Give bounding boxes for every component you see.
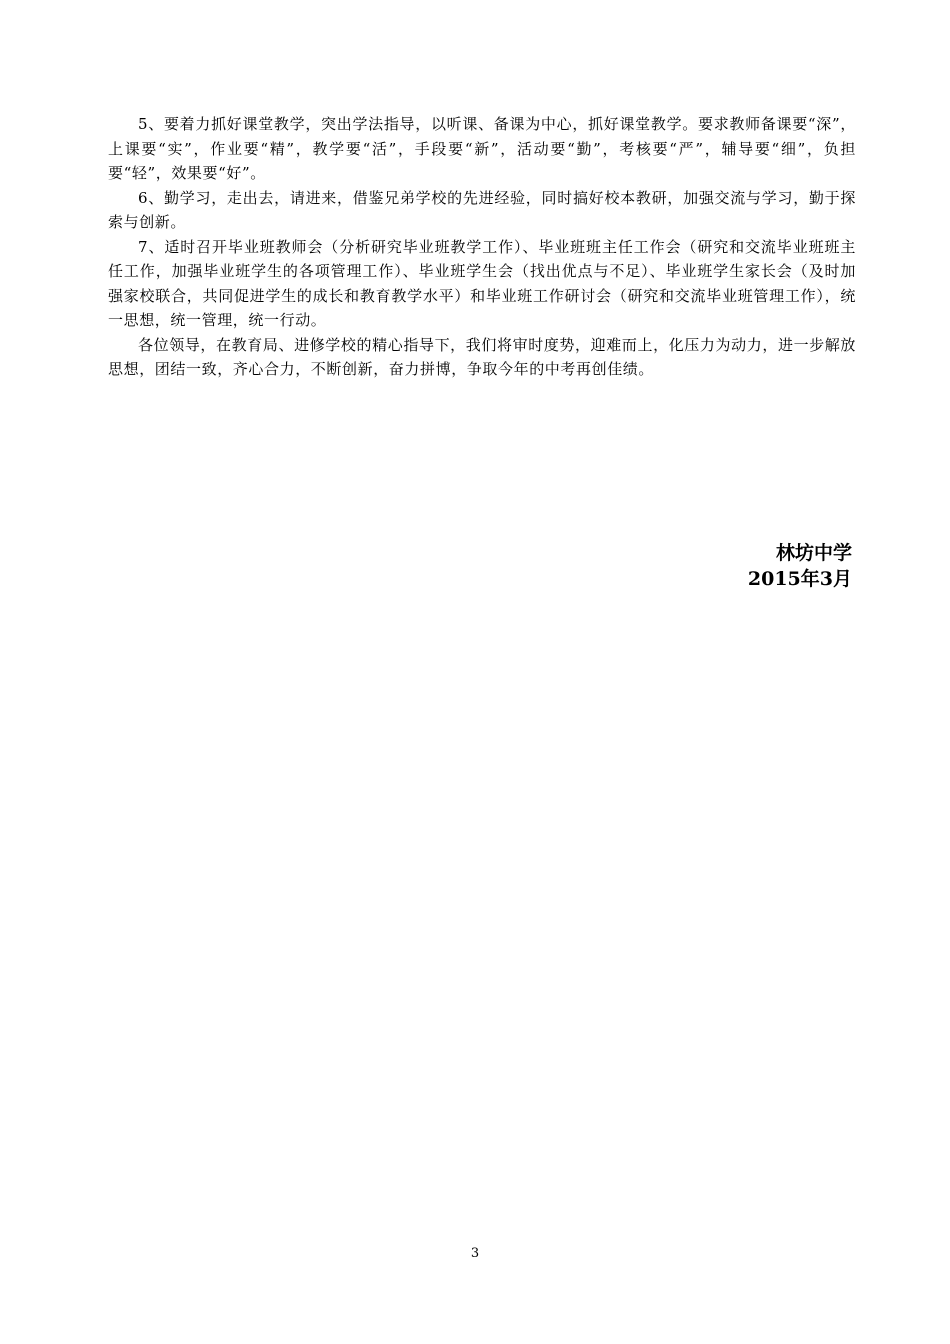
signature-date: 2015年3月 [747, 568, 852, 590]
page-number: 3 [470, 1246, 480, 1261]
signature-block [748, 540, 852, 592]
paragraph-item-6: 6、勤学习，走出去，请进来，借鉴兄弟学校的先进经验，同时搞好校本教研，加强交流与学习，勤于探索与创新。 [108, 188, 856, 231]
closing-paragraph: 各位领导，在教育局、进修学校的精心指导下，我们将审时度势，迎难而上，化压力为动力，进一步解放思想，团结一致，齐心合力，不断创新，奋力拼博，争取今年的中考再创佳绩。 [108, 335, 856, 378]
signature-organization: 林坊中学 [775, 542, 852, 564]
paragraph-item-5: 5、要着力抓好课堂教学，突出学法指导，以听课、备课为中心，抓好课堂教学。要求教师备课要“深”，上课要“实”，作业要“精”，教学要“活”，手段要“新”，活动要“勤”，考核要“严”，辅导要“细”，负担要“轻”，效果要“好”。 [108, 115, 856, 182]
document-body [108, 112, 856, 382]
paragraph-item-7: 7、适时召开毕业班教师会（分析研究毕业班教学工作）、毕业班班主任工作会（研究和交流毕业班班主任工作，加强毕业班学生的各项管理工作）、毕业班学生会（找出优点与不足）、毕业班学生家长会（及时加强家校联合，共同促进学生的成长和教育教学水平）和毕业班工作研讨会（研究和交流毕业班管理工作），统一思想，统一管理，统一行动。 [108, 237, 856, 329]
